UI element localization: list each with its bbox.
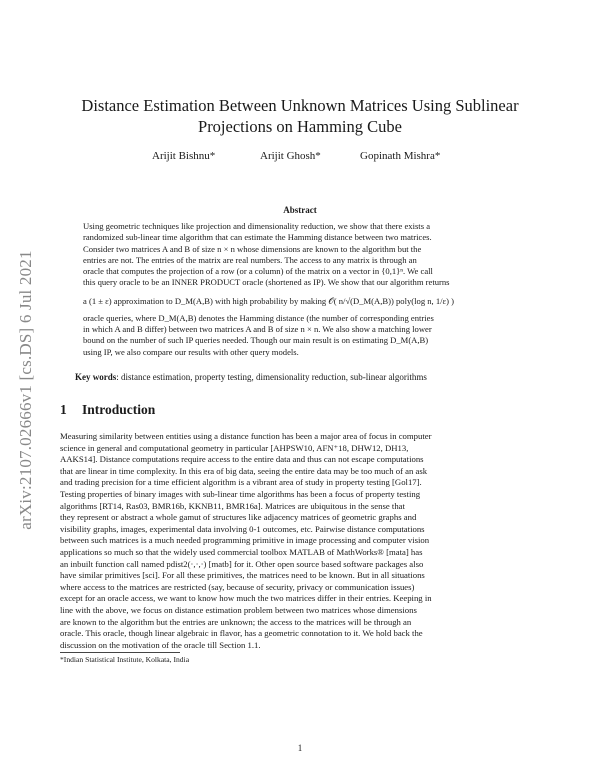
body-line: AAKS14]. Distance computations require access to the entire data and thus can not escape computations: [60, 454, 424, 465]
body-line: visibility graphs, images, experimental data involving 0-1 outcomes, etc. Pairwise distance computations: [60, 523, 425, 534]
introduction-body: [60, 431, 540, 651]
section-heading: [60, 402, 155, 418]
body-line: algorithms [RT14, Ras03, BMR16b, KKNB11, BMR16a]. Matrices are ubiquitous in the sense that: [60, 500, 405, 511]
author-name: Arijit Ghosh*: [260, 150, 321, 162]
keywords: [75, 372, 545, 382]
body-line: have similar primitives [sci]. For all these primitives, the matrices need to be known. But in all situations: [60, 570, 425, 581]
footnote-rule: [60, 652, 180, 653]
body-line: Testing properties of binary images with sub-linear time algorithms has been a focus of property testing: [60, 488, 421, 499]
body-line: line with the above, we focus on distance estimation problem between two matrices whose dimensions: [60, 604, 417, 615]
abstract-line: oracle queries, where D_M(A,B) denotes the Hamming distance (the number of corresponding entries: [83, 312, 434, 323]
abstract-body: [83, 221, 519, 358]
body-line: applications so much so that the widely used commercial toolbox MATLAB of MathWorks® [mata] has: [60, 546, 423, 557]
abstract-heading: Abstract: [283, 205, 317, 215]
keywords-text: : distance estimation, property testing, dimensionality reduction, sub-linear algorithms: [116, 372, 427, 382]
abstract-line: entries are not. The entries of the matrix are real numbers. The access to any matrix is through an: [83, 254, 417, 265]
abstract-line: randomized sub-linear time algorithm that can estimate the Hamming distance between two matrices.: [83, 232, 432, 243]
body-line: oracle. This oracle, though linear algebraic in flavor, has a geometric connotation to it. We hold back the: [60, 628, 423, 639]
section-number: 1: [60, 402, 67, 417]
body-line: are known to the algorithm but the entries are unknown; the access to the matrices will be through an: [60, 616, 412, 627]
arxiv-id[interactable]: arXiv:2107.02666v1 [cs.DS] 6 Jul 2021: [16, 250, 35, 530]
body-line: discussion on the motivation of the oracle till Section 1.1.: [60, 639, 261, 650]
page-number: 1: [297, 743, 303, 753]
body-line: an inbuilt function call named pdist2(·,·,·) [matb] for it. Other open source based software packages also: [60, 558, 424, 569]
body-line: and trading precision for a time efficient algorithm is a vibrant area of study in property testing [Gol17].: [60, 477, 422, 488]
body-line: they represent or abstract a whole gamut of structures like adjacency matrices of geometric graphs and: [60, 512, 417, 523]
abstract-line: Using geometric techniques like projection and dimensionality reduction, we show that there exists a: [83, 221, 431, 231]
footnote: *Indian Statistical Institute, Kolkata, India: [60, 655, 190, 664]
author-name: Arijit Bishnu*: [152, 150, 216, 162]
title-line: Projections on Hamming Cube: [198, 117, 402, 136]
keywords-label: Key words: [75, 372, 117, 382]
abstract-line: oracle that computes the projection of a row (or a column) of the matrix on a vector in {0,1}ⁿ. We call: [83, 266, 433, 277]
title-line: Distance Estimation Between Unknown Matrices Using Sublinear: [81, 96, 519, 115]
body-line: except for an oracle access, we want to know how much the two matrices differ in their entries. Keeping in: [60, 593, 432, 604]
abstract-line: Consider two matrices A and B of size n × n whose dimensions are known to the algorithm but the: [83, 243, 422, 254]
section-title: Introduction: [82, 402, 156, 417]
abstract-line: in which A and B differ) between two matrices A and B of size n × n. We also show a matching lower: [83, 324, 432, 335]
body-line: science in general and computational geometry in particular [AHPSW10, AFN⁺18, DHW12, DH13,: [60, 442, 409, 453]
abstract-line: this query oracle to be an INNER PRODUCT oracle (shortened as IP). We show that our algorithm returns: [83, 277, 450, 288]
author-name: Gopinath Mishra*: [360, 150, 441, 162]
paper-title: [60, 95, 540, 137]
abstract-math-line: a (1 ± ε) approximation to D_M(A,B) with high probability by making 𝒪( n/√(D_M(A,B)) poly(log n, 1/ε) ): [83, 296, 455, 307]
author-list: [60, 150, 540, 166]
body-line: where access to the matrices are restricted (say, because of security, privacy or communication issues): [60, 581, 415, 592]
body-line: between such matrices is a much needed programming primitive in image processing and computer vision: [60, 535, 430, 546]
arxiv-stamp: [6, 210, 46, 570]
body-line: Measuring similarity between entities using a distance function has been a major area of focus in computer: [60, 431, 432, 441]
abstract-line: bound on the number of such IP queries needed. Though our main result is on estimating D_M(A,B): [83, 335, 429, 346]
abstract-line: using IP, we also compare our results with other query models.: [83, 346, 299, 357]
body-line: that are linear in time complexity. In this era of big data, seeing the entire data may be too much of an ask: [60, 465, 428, 476]
